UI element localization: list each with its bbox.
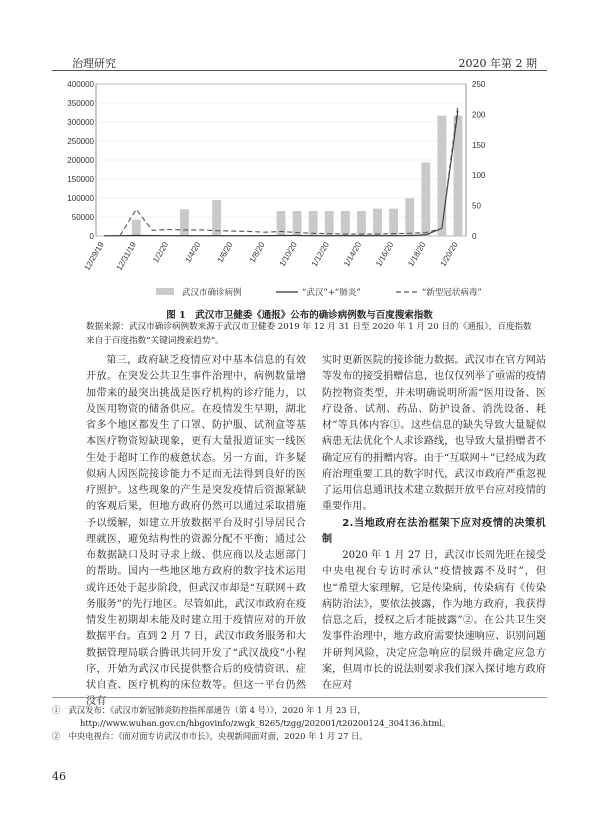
left-axis-tick-label: 50000 — [71, 213, 94, 222]
running-header — [52, 52, 547, 71]
issue-label: 2020 年第 2 期 — [458, 57, 537, 70]
left-axis-tick-label: 100000 — [67, 194, 94, 203]
left-axis-tick-label: 250000 — [67, 137, 94, 146]
x-axis-tick-label: 1/2/20 — [151, 240, 171, 265]
footnote-1: ① 武汉发布：《武汉市新冠肺炎防控指挥部通告（第 4 号）》，2020 年 1 月 23 日，http://www.wuhan.gov.cn/hbgovinfo/zwgk_8265/tzgg/202001/t20200124_304136.html。 — [52, 705, 451, 728]
left-axis-tick-label: 300000 — [67, 118, 94, 127]
paragraph: 实时更新医院的接诊能力数据。武汉市在官方网站等发布的接受捐赠信息，也仅仅列举了亟需的疫情防控物资类型，并未明确说明所需“医用设备、医疗设备、试剂、药品、防护设备、消洗设备、耗材”等具体内容①。这些信息的缺失导致大量疑似病患无法优化个人求诊路线，也导致大量捐赠者不确定应有的捐赠内容。由于“互联网＋”已经成为政府治理重要工具的数字时代，武汉市政府严重忽视了运用信息通讯技术建立数据开放平台应对疫情的重要作用。 — [322, 355, 546, 513]
legend-label: 武汉市确诊病例 — [182, 288, 242, 298]
right-axis-tick-label: 250 — [472, 80, 486, 89]
left-axis-tick-label: 0 — [89, 232, 94, 241]
left-column — [86, 353, 306, 711]
left-axis-tick-label: 400000 — [67, 80, 94, 89]
right-axis-tick-label: 200 — [472, 110, 486, 120]
section-heading: 2.当地政府在法治框架下应对疫情的决策机制 — [322, 517, 546, 545]
confirmed-cases-bar — [180, 209, 189, 236]
x-axis-tick-label: 1/6/20 — [215, 240, 235, 265]
x-axis-tick-label: 1/8/20 — [247, 240, 267, 265]
right-axis-tick-label: 150 — [472, 140, 486, 150]
figure-chart — [67, 80, 506, 304]
journal-name: 治理研究 — [72, 57, 116, 70]
right-axis-tick-label: 0 — [472, 232, 477, 241]
confirmed-cases-bar — [421, 162, 430, 236]
x-axis-tick-label: 1/10/20 — [277, 240, 299, 269]
confirmed-cases-bar — [341, 211, 350, 236]
left-axis-tick-label: 350000 — [67, 99, 94, 108]
left-axis-tick-label: 200000 — [67, 156, 94, 165]
confirmed-cases-bar — [132, 220, 141, 236]
x-axis-tick-label: 12/31/19 — [114, 240, 138, 272]
paragraph: 2020 年 1 月 27 日，武汉市长周先旺在接受中央电视台专访时承认“疫情披露不及时”，但也“希望大家理解，它是传染病，传染病有《传染病防治法》，要依法披露，作为地方政府，我获得信息之后，授权之后才能披露”②。在公共卫生突发事件治理中，地方政府需要快速响应、识别问题并研判风险，决定应急响应的层级并确定应急方案，但周市长的说法则要求我们深入探讨地方政府在应对 — [322, 550, 546, 691]
confirmed-cases-bar — [357, 211, 366, 236]
figure-caption: 图 1 武汉市卫健委《通报》公布的确诊病例数与百度搜索指数 — [166, 310, 433, 321]
x-axis-tick-label: 1/14/20 — [342, 240, 364, 269]
paragraph: 第三，政府缺乏疫情应对中基本信息的有效开放。在突发公共卫生事件治理中，病例数量增加带来的最突出挑战是医疗机构的诊疗能力，以及医用物资的储备供应。在疫情发生早期，湖北省多个地区都发生了口罩、防护服、试剂盒等基本医疗物资短缺现象，更有大量报道证实一线医生处于超时工作的疲惫状态。另一方面，许多疑似病人因医院接诊能力不足而无法得到良好的医疗照护。这些现象的产生是突发疫情后资源紧缺的客观后果，但地方政府仍然可以通过采取措施予以缓解，如建立开放数据平台及时引导居民合理就医，避免结构性的资源分配不平衡；通过公布数据缺口及时寻求上级、供应商以及志愿部门的帮助。国内一些地区地方政府的数字技术运用或许还处于起步阶段，但武汉市却是“互联网＋政务服务”的先行地区。尽管如此，武汉市政府在疫情发生初期却未能及时建立用于疫情应对的开放数据平台。直到 2 月 7 日，武汉市政务服务和大数据管理局联合腾讯共同开发了“武汉战疫”小程序，开始为武汉市民提供整合后的疫情资讯、症状自查、医疗机构的床位数等。但这一平台仍然没有 — [86, 355, 306, 708]
confirmed-cases-bar — [309, 211, 318, 236]
x-axis-tick-label: 12/29/19 — [82, 240, 106, 272]
confirmed-cases-bar — [325, 211, 334, 236]
confirmed-cases-bar — [437, 116, 446, 236]
x-axis-tick-label: 1/20/20 — [438, 240, 460, 269]
page-number: 46 — [52, 770, 66, 783]
footnotes — [52, 697, 547, 743]
confirmed-cases-bar — [373, 209, 382, 236]
legend-label: “武汉”+“肺炎” — [302, 288, 361, 298]
right-column — [322, 353, 546, 694]
confirmed-cases-bar — [277, 211, 286, 236]
legend-swatch — [156, 288, 174, 295]
left-axis-tick-label: 150000 — [67, 175, 94, 184]
confirmed-cases-bar — [389, 209, 398, 236]
legend-label: “新型冠状病毒” — [422, 288, 482, 298]
right-axis-tick-label: 100 — [472, 171, 486, 181]
x-axis-tick-label: 1/12/20 — [309, 240, 331, 269]
right-axis-tick-label: 50 — [472, 201, 481, 211]
x-axis-tick-label: 1/4/20 — [183, 240, 203, 265]
figure-source-note: 数据来源：武汉市确诊病例数来源于武汉市卫健委 2019 年 12 月 31 日至 2020 年 1 月 20 日的《通报》，百度指数来自于百度指数“关键词搜索趋势”。 — [86, 322, 532, 346]
footnote-2: ② 中央电视台：《面对面专访武汉市市长》，央视新闻面对面，2020 年 1 月 27 日。 — [52, 731, 368, 741]
x-axis-tick-label: 1/18/20 — [406, 240, 428, 269]
confirmed-cases-bar — [405, 198, 414, 236]
x-axis-tick-label: 1/16/20 — [374, 240, 396, 269]
